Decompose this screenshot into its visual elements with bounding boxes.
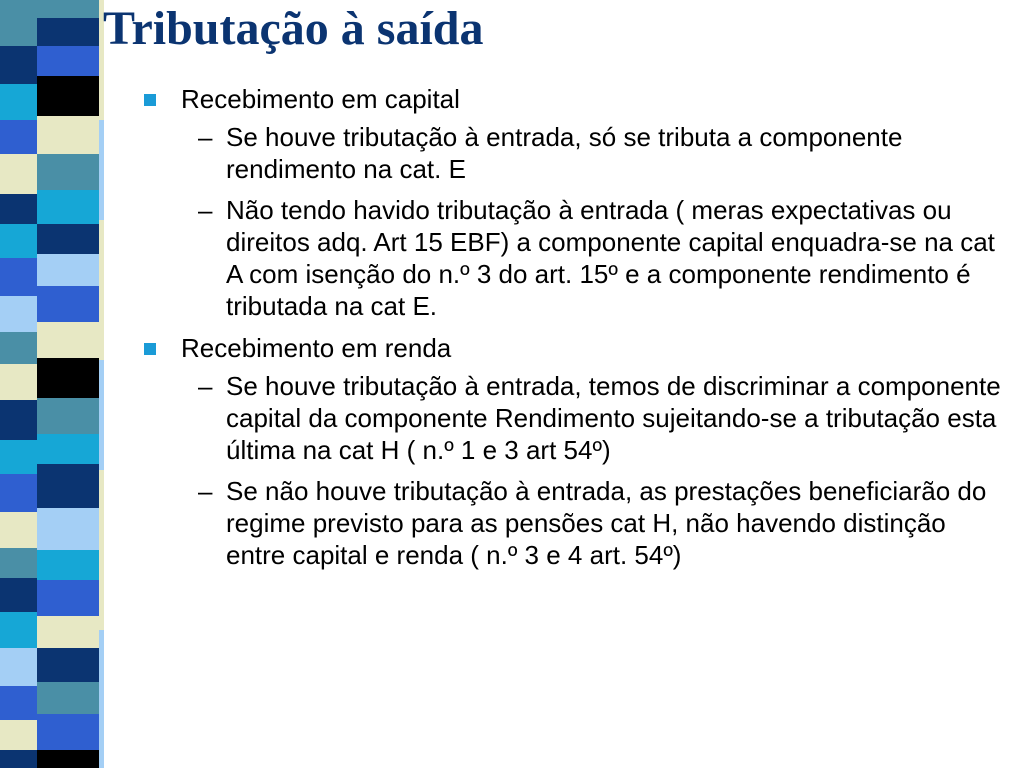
stripe-block bbox=[37, 154, 99, 190]
stripe-block bbox=[37, 224, 99, 254]
bullet-text: Recebimento em capital bbox=[181, 84, 460, 114]
stripe-block bbox=[0, 258, 37, 296]
stripe-column-inner bbox=[99, 0, 104, 768]
stripe-block bbox=[37, 648, 99, 682]
stripe-block bbox=[37, 508, 99, 550]
stripe-block bbox=[37, 358, 99, 398]
stripe-block bbox=[37, 550, 99, 580]
sub-bullet-text: Se houve tributação à entrada, temos de discriminar a componente capital da componente Rendimento sujeitando-se a tributação esta última na cat H ( n.º 1 e 3 art 54º) bbox=[226, 371, 1001, 465]
decorative-left-stripe bbox=[0, 0, 140, 768]
stripe-block bbox=[0, 548, 37, 578]
stripe-block bbox=[99, 630, 104, 768]
stripe-block bbox=[0, 332, 37, 364]
stripe-block bbox=[0, 750, 37, 768]
stripe-block bbox=[0, 440, 37, 474]
sub-bullet-item bbox=[140, 194, 1010, 322]
stripe-block bbox=[0, 720, 37, 750]
stripe-block bbox=[37, 286, 99, 322]
stripe-block bbox=[0, 364, 37, 400]
stripe-block bbox=[0, 648, 37, 686]
stripe-block bbox=[0, 46, 37, 84]
bullet-item bbox=[140, 82, 1010, 117]
stripe-block bbox=[37, 682, 99, 714]
stripe-block bbox=[99, 360, 104, 470]
stripe-block bbox=[37, 434, 99, 464]
stripe-block bbox=[37, 254, 99, 286]
slide-title: Tributação à saída bbox=[103, 2, 484, 55]
stripe-block bbox=[0, 474, 37, 512]
stripe-block bbox=[0, 578, 37, 612]
square-bullet-icon bbox=[144, 343, 156, 355]
stripe-block bbox=[0, 400, 37, 440]
stripe-block bbox=[37, 580, 99, 616]
stripe-block bbox=[0, 612, 37, 648]
bullet-item bbox=[140, 331, 1010, 366]
stripe-block bbox=[37, 76, 99, 116]
sub-bullet-item bbox=[140, 475, 1010, 571]
stripe-block bbox=[0, 224, 37, 258]
stripe-block bbox=[37, 616, 99, 648]
stripe-block bbox=[37, 714, 99, 750]
sub-bullet-text: Se houve tributação à entrada, só se tributa a componente rendimento na cat. E bbox=[226, 122, 903, 184]
stripe-block bbox=[99, 220, 104, 360]
stripe-block bbox=[37, 322, 99, 358]
dash-bullet-icon: – bbox=[198, 195, 213, 225]
sub-bullet-item bbox=[140, 370, 1010, 466]
stripe-block bbox=[37, 0, 99, 18]
sub-bullet-text: Não tendo havido tributação à entrada ( meras expectativas ou direitos adq. Art 15 EBF) a componente capital enquadra-se na cat A com isenção do n.º 3 do art. 15º e a componente rendimento é tributada na cat E. bbox=[226, 195, 995, 321]
stripe-column-outer bbox=[0, 0, 37, 768]
stripe-block bbox=[0, 296, 37, 332]
bullet-text: Recebimento em renda bbox=[181, 333, 452, 363]
stripe-block bbox=[0, 120, 37, 154]
stripe-block bbox=[37, 18, 99, 46]
sub-bullet-text: Se não houve tributação à entrada, as prestações beneficiarão do regime previsto para as pensões cat H, não havendo distinção entre capital e renda ( n.º 3 e 4 art. 54º) bbox=[226, 476, 987, 570]
dash-bullet-icon: – bbox=[198, 371, 213, 401]
stripe-block bbox=[37, 398, 99, 434]
stripe-block bbox=[0, 512, 37, 548]
stripe-block bbox=[99, 470, 104, 630]
stripe-block bbox=[37, 750, 99, 768]
sub-bullet-item bbox=[140, 121, 1010, 185]
stripe-block bbox=[37, 190, 99, 224]
stripe-block bbox=[37, 116, 99, 154]
stripe-block bbox=[37, 46, 99, 76]
stripe-column-middle bbox=[37, 0, 99, 768]
dash-bullet-icon: – bbox=[198, 476, 213, 506]
square-bullet-icon bbox=[144, 94, 156, 106]
stripe-block bbox=[0, 194, 37, 224]
stripe-block bbox=[37, 464, 99, 508]
stripe-block bbox=[0, 0, 37, 46]
dash-bullet-icon: – bbox=[198, 122, 213, 152]
stripe-block bbox=[99, 120, 104, 220]
slide-content bbox=[140, 82, 1010, 580]
stripe-block bbox=[0, 154, 37, 194]
stripe-block bbox=[0, 84, 37, 120]
stripe-block bbox=[0, 686, 37, 720]
